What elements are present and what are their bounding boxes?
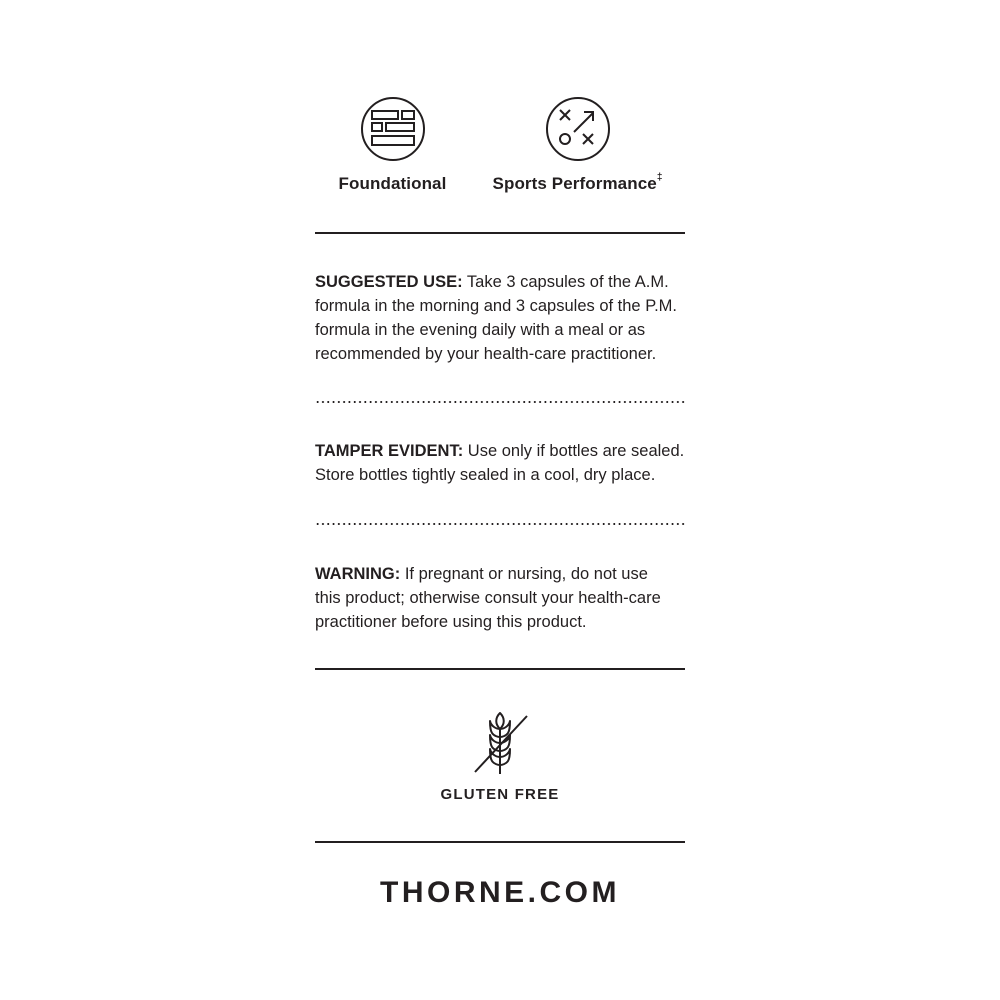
divider-rule: [315, 841, 685, 843]
gluten-free-label: GLUTEN FREE: [440, 786, 560, 803]
sports-playbook-icon: [545, 96, 611, 162]
suggested-use-section: SUGGESTED USE: Take 3 capsules of the A.M. formula in the morning and 3 capsules of the P.M. formula in the evening daily with a meal or as recommended by your health-care practitioner.: [315, 273, 677, 363]
website-link[interactable]: THORNE.COM: [380, 876, 620, 909]
section-heading: SUGGESTED USE:: [315, 273, 463, 291]
badge-label: Foundational: [338, 174, 447, 193]
dotted-divider: [315, 523, 685, 525]
badge-label: Sports Performance‡: [492, 172, 663, 193]
tamper-evident-section: TAMPER EVIDENT: Use only if bottles are sealed. Store bottles tightly sealed in a cool, dry place.: [315, 442, 685, 484]
section-heading: TAMPER EVIDENT:: [315, 442, 464, 460]
divider-rule: [315, 668, 685, 670]
badge-sports-performance: [490, 96, 665, 194]
dotted-divider: [315, 401, 685, 403]
divider-rule: [315, 232, 685, 234]
warning-section: WARNING: If pregnant or nursing, do not use this product; otherwise consult your health-care practitioner before using this product.: [315, 565, 661, 631]
section-heading: WARNING:: [315, 565, 401, 583]
badge-foundational: [320, 96, 465, 194]
double-dagger-mark: ‡: [656, 172, 663, 183]
gluten-free-wheat-icon: [470, 710, 530, 776]
foundational-bricks-icon: [360, 96, 426, 162]
